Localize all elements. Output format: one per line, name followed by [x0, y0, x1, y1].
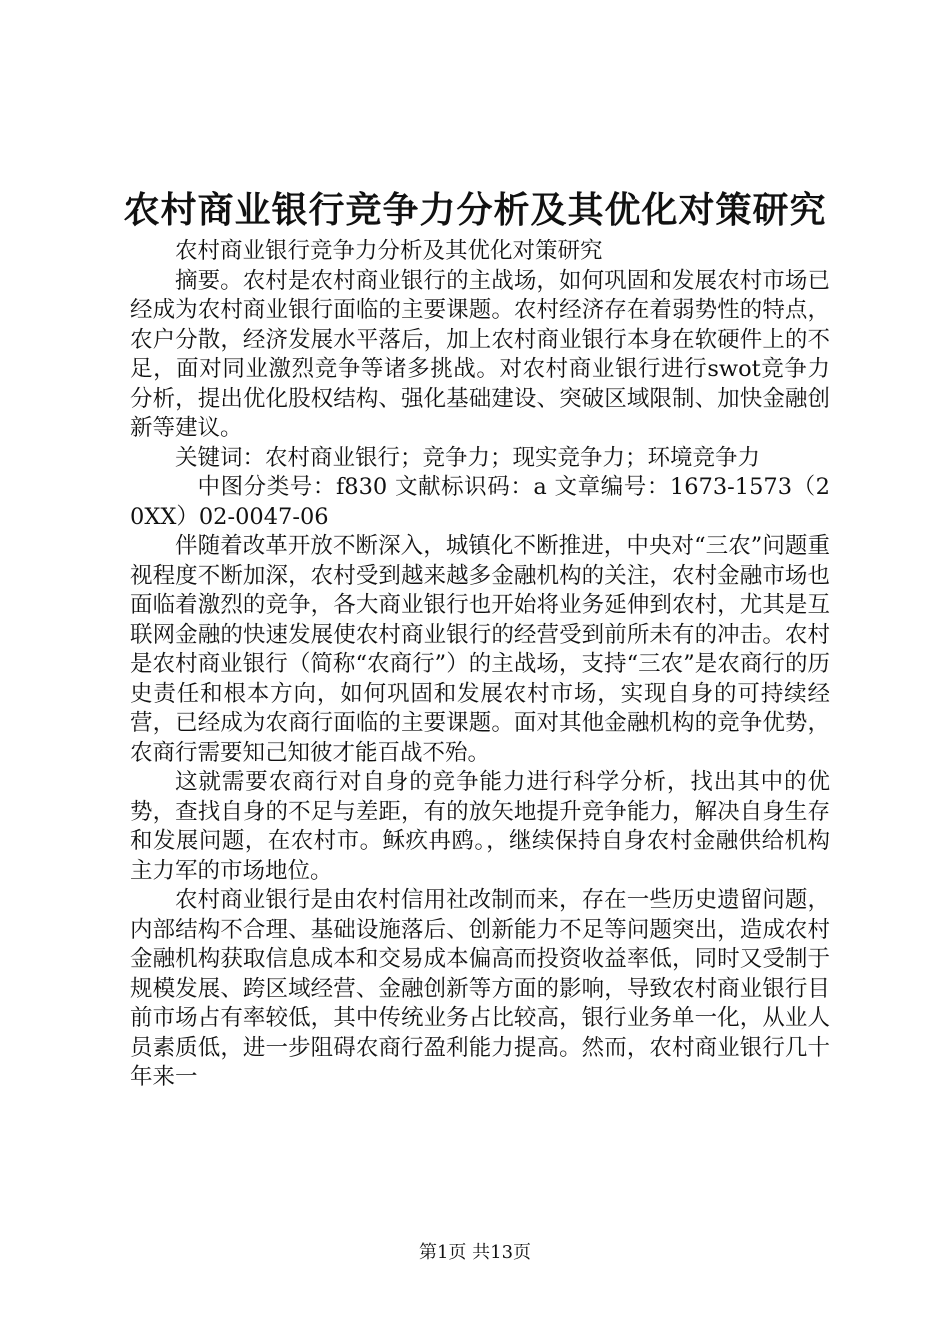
page-footer: 第1页 共13页 — [418, 1242, 532, 1263]
classification-paragraph: 中图分类号：f830 文献标识码：a 文章编号：1673-1573（20XX）02-0047-06 — [130, 474, 830, 530]
document-body — [130, 237, 830, 1093]
abstract-paragraph: 摘要。农村是农村商业银行的主战场，如何巩固和发展农村市场已经成为农村商业银行面临的主要课题。农村经济存在着弱势性的特点，农户分散，经济发展水平落后，加上农村商业银行本身在软硬件上的不足，面对同业激烈竞争等诸多挑战。对农村商业银行进行swot竞争力分析，提出优化股权结构、强化基础建设、突破区域限制、加快金融创新等建议。 — [130, 267, 830, 441]
body-paragraph: 这就需要农商行对自身的竞争能力进行科学分析，找出其中的优势，查找自身的不足与差距，有的放矢地提升竞争能力，解决自身生存和发展问题，在农村市。稣疚冉鸥。，继续保持自身农村金融供给机构主力军的市场地位。 — [130, 769, 830, 884]
keywords-paragraph: 关键词：农村商业银行；竞争力；现实竞争力；环境竞争力 — [175, 444, 761, 471]
document-title: 农村商业银行竞争力分析及其优化对策研究 — [123, 189, 827, 231]
body-paragraph: 农村商业银行是由农村信用社改制而来，存在一些历史遗留问题，内部结构不合理、基础设施落后、创新能力不足等问题突出，造成农村金融机构获取信息成本和交易成本偏高而投资收益率低，同时又受制于规模发展、跨区域经营、金融创新等方面的影响，导致农村商业银行目前市场占有率较低，其中传统业务占比较高，银行业务单一化，从业人员素质低，进一步阻碍农商行盈利能力提高。然而，农村商业银行几十年来一 — [130, 887, 830, 1090]
body-paragraph: 伴随着改革开放不断深入，城镇化不断推进，中央对“三农”问题重视程度不断加深，农村受到越来越多金融机构的关注，农村金融市场也面临着激烈的竞争，各大商业银行也开始将业务延伸到农村，尤其是互联网金融的快速发展使农村商业银行的经营受到前所未有的冲击。农村是农村商业银行（简称“农商行”）的主战场，支持“三农”是农商行的历史责任和根本方向，如何巩固和发展农村市场，实现自身的可持续经营，已经成为农商行面临的主要课题。面对其他金融机构的竞争优势，农商行需要知己知彼才能百战不殆。 — [130, 533, 830, 766]
subtitle-paragraph: 农村商业银行竞争力分析及其优化对策研究 — [175, 238, 603, 264]
